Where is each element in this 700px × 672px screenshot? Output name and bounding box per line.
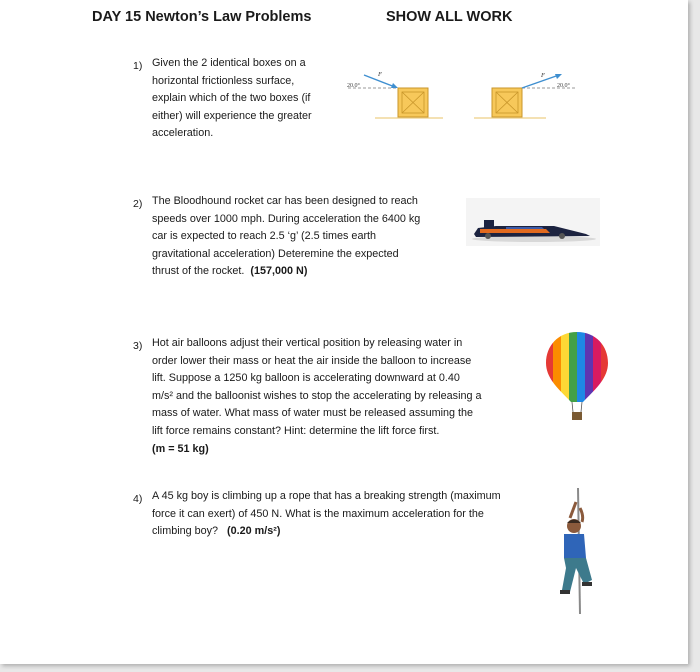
force-label-right: F <box>541 72 545 79</box>
problem-3-number: 3) <box>133 340 143 352</box>
angle-label-left: 20.0° <box>347 83 360 89</box>
hot-air-balloon-image <box>544 330 610 422</box>
box-pulled-up-angle-figure <box>474 68 584 130</box>
boy-climbing-rope-image <box>556 488 606 616</box>
problem-2-text: The Bloodhound rocket car has been designed to reach speeds over 1000 mph. During acceleration the 6400 kg car is expected to reach 2.5 ‘g’ (2.5 times earth gravitational acceleration) Deteremine the expected thrust of the rocket. (157,000 N) <box>152 195 421 278</box>
problem-4-answer: (0.20 m/s²) <box>227 525 281 538</box>
problem-1-number: 1) <box>133 60 143 72</box>
angle-label-right: 20.0° <box>557 83 570 89</box>
problem-2-answer: (157,000 N) <box>250 265 308 278</box>
problem-2-number: 2) <box>133 198 143 210</box>
problem-3-text: Hot air balloons adjust their vertical position by releasing water in order lower their mass or heat the air inside the balloon to increase lift. Suppose a 1250 kg balloon is accelerating downward at 0.40 m/s² and the balloonist wishes to stop the accelerating by releasing a mass of water. What mass of water must be released assuming the lift force remains constant? Hint: determine the lift force first. (m = 51 kg) <box>152 337 482 455</box>
page-title: DAY 15 Newton’s Law Problems <box>92 9 312 25</box>
force-label-left: F <box>378 71 382 78</box>
rocket-car-image <box>466 198 600 246</box>
problem-1-text: Given the 2 identical boxes on a horizontal frictionless surface, explain which of the two boxes (if either) will experience the greater acceleration. <box>152 57 312 140</box>
problem-4-text: A 45 kg boy is climbing up a rope that has a breaking strength (maximum force it can exert) of 450 N. What is the maximum acceleration for the climbing boy? (0.20 m/s²) <box>152 490 501 538</box>
instruction-heading: SHOW ALL WORK <box>386 9 513 25</box>
problem-4-number: 4) <box>133 493 143 505</box>
box-pulled-down-angle-figure <box>340 68 445 130</box>
problem-3-answer: (m = 51 kg) <box>152 442 209 455</box>
